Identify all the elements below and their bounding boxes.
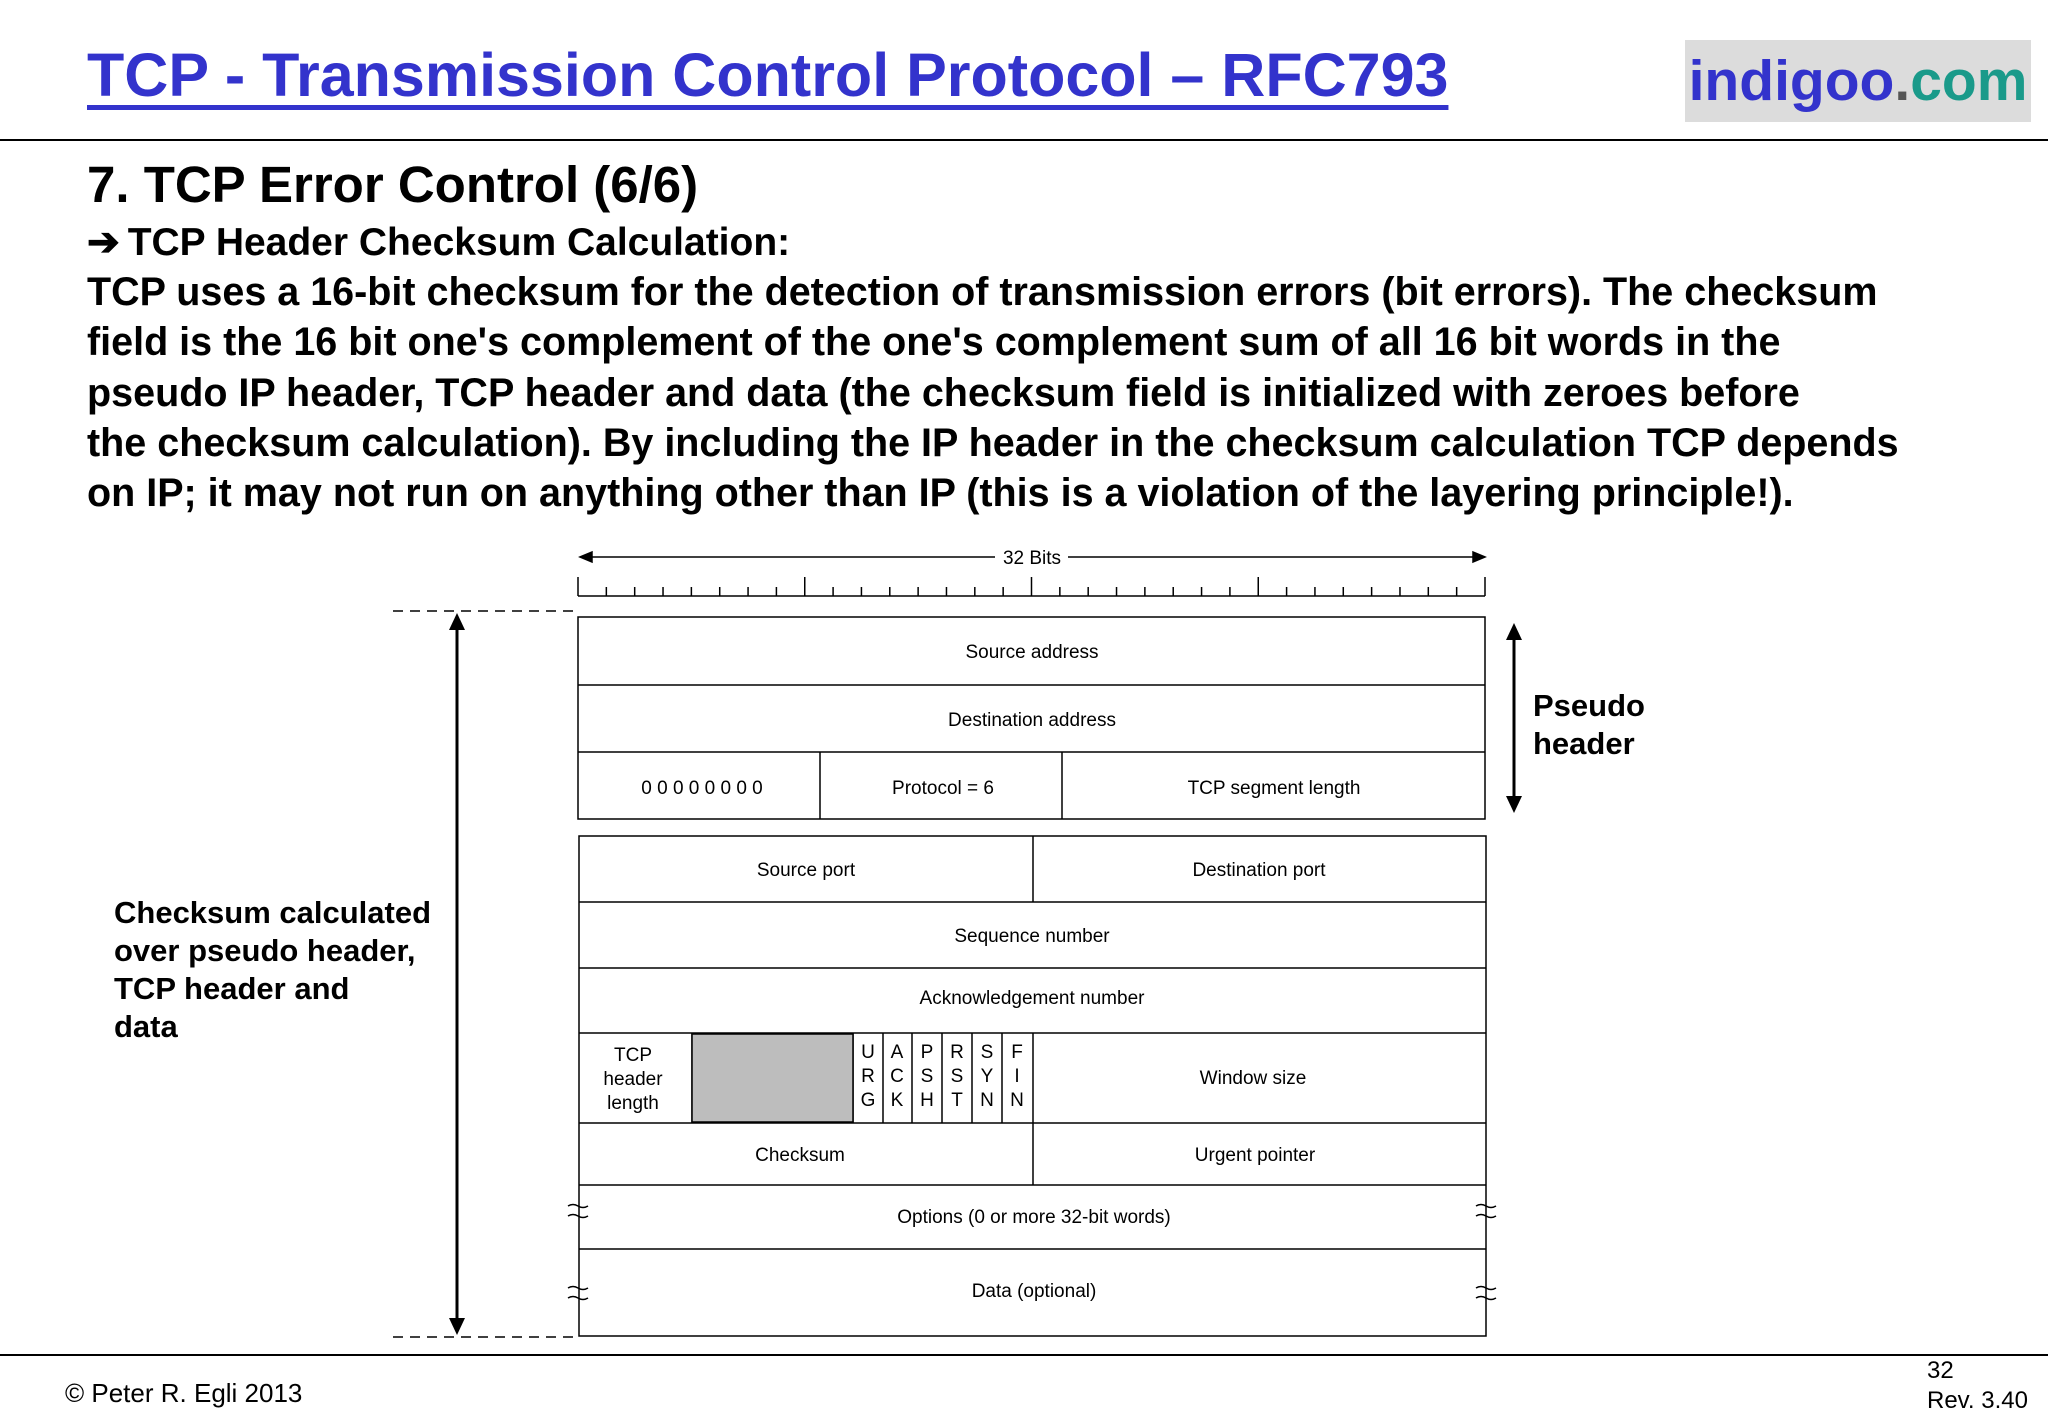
source-address-field: Source address: [965, 642, 1099, 663]
segment-length-field: TCP segment length: [1187, 778, 1361, 799]
bits-arrow-left-head: [580, 552, 592, 562]
pseudo-arrow-down-head: [1506, 796, 1522, 813]
flag-psh-1: P: [920, 1042, 934, 1063]
paragraph-line-2: field is the 16 bit one's complement of the one's complement sum of all 16 bit words in the: [87, 320, 1781, 364]
reserved-field: [692, 1034, 853, 1122]
checksum-label-line-1: Checksum calculated: [114, 895, 432, 930]
pseudo-label-line-1: Pseudo: [1533, 688, 1645, 723]
sub-heading-text: TCP Header Checksum Calculation:: [127, 221, 791, 264]
flag-fin-2: I: [1014, 1066, 1020, 1087]
flag-ack-3: K: [890, 1090, 904, 1111]
checksum-label-line-4: data: [114, 1009, 178, 1044]
window-size-field: Window size: [1199, 1068, 1307, 1089]
header-length-line-1: TCP: [614, 1045, 652, 1066]
urgent-pointer-field: Urgent pointer: [1194, 1145, 1316, 1166]
copyright-text: © Peter R. Egli 2013: [65, 1378, 303, 1408]
pseudo-header-label: [1533, 687, 1645, 763]
options-field: Options (0 or more 32-bit words): [897, 1207, 1171, 1228]
pseudo-arrow-up-head: [1506, 623, 1522, 640]
revision-label: Rev. 3.40: [1927, 1387, 2028, 1414]
flag-syn-3: N: [980, 1090, 994, 1111]
page-number: 32: [1927, 1357, 1954, 1384]
paragraph-line-4: the checksum calculation). By including the IP header in the checksum calculation TCP depends: [87, 421, 1899, 465]
footer-divider: [0, 1354, 2048, 1356]
section-heading: 7. TCP Error Control (6/6): [87, 156, 699, 213]
flag-syn-2: Y: [980, 1066, 994, 1087]
bits-arrow-right-head: [1473, 552, 1485, 562]
header-length-line-2: header: [603, 1069, 663, 1090]
slide-title: TCP - Transmission Control Protocol – RFC793: [87, 41, 1449, 109]
zeros-field: 0 0 0 0 0 0 0 0: [641, 778, 763, 799]
paragraph-line-3: pseudo IP header, TCP header and data (the checksum field is initialized with zeroes before: [87, 371, 1800, 415]
flag-syn-1: S: [980, 1042, 994, 1063]
checksum-label-line-2: over pseudo header,: [114, 933, 416, 968]
flag-psh-2: S: [920, 1066, 934, 1087]
paragraph-line-1: TCP uses a 16-bit checksum for the detection of transmission errors (bit errors). The checksum: [87, 270, 1878, 314]
checksum-field: Checksum: [755, 1145, 845, 1166]
checksum-arrow-up-head: [449, 613, 465, 630]
destination-port-field: Destination port: [1192, 860, 1326, 881]
ack-number-field: Acknowledgement number: [919, 988, 1145, 1009]
checksum-label-line-3: TCP header and: [114, 971, 350, 1006]
flag-rst-3: T: [951, 1090, 963, 1111]
flag-ack-1: A: [890, 1042, 904, 1063]
source-port-field: Source port: [756, 860, 856, 881]
protocol-field: Protocol = 6: [892, 778, 994, 799]
flag-urg-3: G: [860, 1090, 876, 1111]
flag-ack-2: C: [890, 1066, 904, 1087]
flag-rst-1: R: [950, 1042, 964, 1063]
break-mark-data-left: [568, 1287, 588, 1300]
destination-address-field: Destination address: [948, 710, 1116, 731]
logo-part-1: indigoo: [1688, 49, 1895, 113]
sequence-number-field: Sequence number: [954, 926, 1110, 947]
flag-rst-2: S: [950, 1066, 964, 1087]
flag-fin-3: N: [1010, 1090, 1024, 1111]
paragraph-line-5: on IP; it may not run on anything other than IP (this is a violation of the layering principle!).: [87, 471, 1794, 515]
flag-urg-2: R: [861, 1066, 875, 1087]
checksum-scope-label: [114, 894, 431, 1046]
pseudo-label-line-2: header: [1533, 726, 1635, 761]
bit-ruler: [578, 577, 1485, 596]
header-length-line-3: length: [607, 1093, 659, 1114]
logo-part-2: .: [1894, 49, 1911, 113]
flag-psh-3: H: [920, 1090, 934, 1111]
data-field: Data (optional): [971, 1281, 1097, 1302]
checksum-arrow-down-head: [449, 1318, 465, 1335]
arrow-right-icon: ➔: [87, 221, 120, 264]
flag-urg-1: U: [861, 1042, 875, 1063]
break-mark-options-left: [568, 1205, 588, 1218]
logo-part-3: com: [1910, 49, 2028, 113]
flag-fin-1: F: [1011, 1042, 1023, 1063]
bits-width-label: 32 Bits: [1002, 548, 1062, 569]
